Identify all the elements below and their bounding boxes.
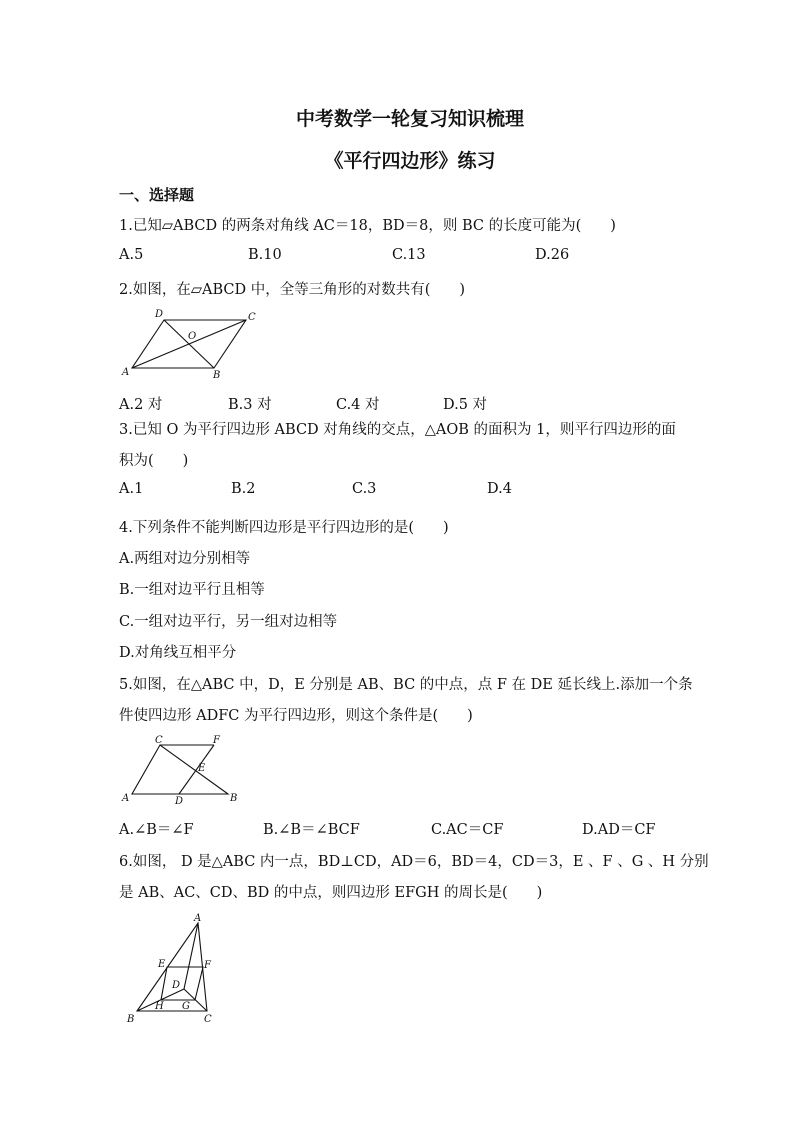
label-f: F: [204, 960, 211, 971]
label-a: A: [194, 913, 202, 924]
page-subtitle: 《平行四边形》练习: [324, 150, 496, 172]
q2-option-a: A.2 对: [119, 397, 163, 413]
label-c: C: [248, 312, 256, 323]
label-f: F: [213, 735, 220, 746]
q2-option-b: B.3 对: [228, 397, 272, 413]
label-a: A: [122, 793, 130, 804]
q2-option-c: C.4 对: [336, 397, 380, 413]
label-d: D: [172, 980, 181, 991]
q4-option-c: C.一组对边平行，另一组对边相等: [119, 614, 338, 630]
q3-option-b: B.2: [231, 481, 256, 497]
q4-option-d: D.对角线互相平分: [119, 645, 237, 661]
label-c: C: [155, 735, 163, 746]
label-h: H: [155, 1001, 164, 1012]
q1-option-a: A.5: [119, 247, 144, 263]
q5-option-b: B.∠B＝∠BCF: [263, 822, 360, 838]
q4-option-a: A.两组对边分别相等: [119, 551, 251, 567]
q5-option-d: D.AD＝CF: [582, 822, 656, 838]
q3-option-c: C.3: [352, 481, 377, 497]
q5-triangle-figure: [118, 733, 248, 808]
q5-option-a: A.∠B＝∠F: [119, 822, 194, 838]
q3-option-d: D.4: [487, 481, 512, 497]
question-3-line-1: 3.已知 O 为平行四边形 ABCD 对角线的交点，△AOB 的面积为 1，则平行四边形的面: [119, 422, 676, 438]
question-6-line-2: 是 AB、AC、CD、BD 的中点，则四边形 EFGH 的周长是( ): [119, 885, 543, 901]
q2-option-d: D.5 对: [443, 397, 488, 413]
q6-triangle-figure: [118, 910, 228, 1025]
label-g: G: [182, 1001, 190, 1012]
section-heading: 一、选择题: [119, 186, 195, 204]
question-5-line-1: 5.如图，在△ABC 中，D，E 分别是 AB、BC 的中点，点 F 在 DE 延长线上.添加一个条: [119, 677, 693, 693]
label-e: E: [158, 959, 166, 970]
question-4: 4.下列条件不能判断四边形是平行四边形的是( ): [119, 520, 449, 536]
q4-option-b: B.一组对边平行且相等: [119, 582, 265, 598]
q2-parallelogram-figure: [118, 305, 268, 380]
label-a: A: [122, 367, 130, 378]
page-title: 中考数学一轮复习知识梳理: [295, 108, 524, 130]
triangle-abc: [132, 745, 228, 794]
q5-option-c: C.AC＝CF: [431, 822, 504, 838]
q1-option-d: D.26: [535, 247, 570, 263]
label-b: B: [230, 793, 238, 804]
label-d: D: [155, 309, 164, 320]
question-5-line-2: 件使四边形 ADFC 为平行四边形，则这个条件是( ): [119, 708, 473, 724]
question-3-line-2: 积为( ): [119, 453, 189, 469]
q1-option-c: C.13: [392, 247, 426, 263]
question-2: 2.如图，在▱ABCD 中，全等三角形的对数共有( ): [119, 282, 466, 298]
question-1: 1.已知▱ABCD 的两条对角线 AC＝18，BD＝8，则 BC 的长度可能为( ): [119, 218, 616, 234]
q1-option-b: B.10: [248, 247, 282, 263]
label-e: E: [198, 763, 206, 774]
label-b: B: [213, 370, 221, 381]
diagonal-bd: [164, 320, 214, 368]
q3-option-a: A.1: [119, 481, 144, 497]
label-b: B: [127, 1014, 135, 1025]
label-o: O: [188, 331, 197, 342]
segment-df: [179, 745, 214, 794]
label-c: C: [204, 1014, 212, 1025]
quadrilateral-efgh: [161, 967, 203, 1000]
label-d: D: [175, 796, 184, 807]
question-6-line-1: 6.如图， D 是△ABC 内一点，BD⊥CD，AD＝6，BD＝4，CD＝3，E 、F 、G 、H 分别: [119, 854, 709, 870]
